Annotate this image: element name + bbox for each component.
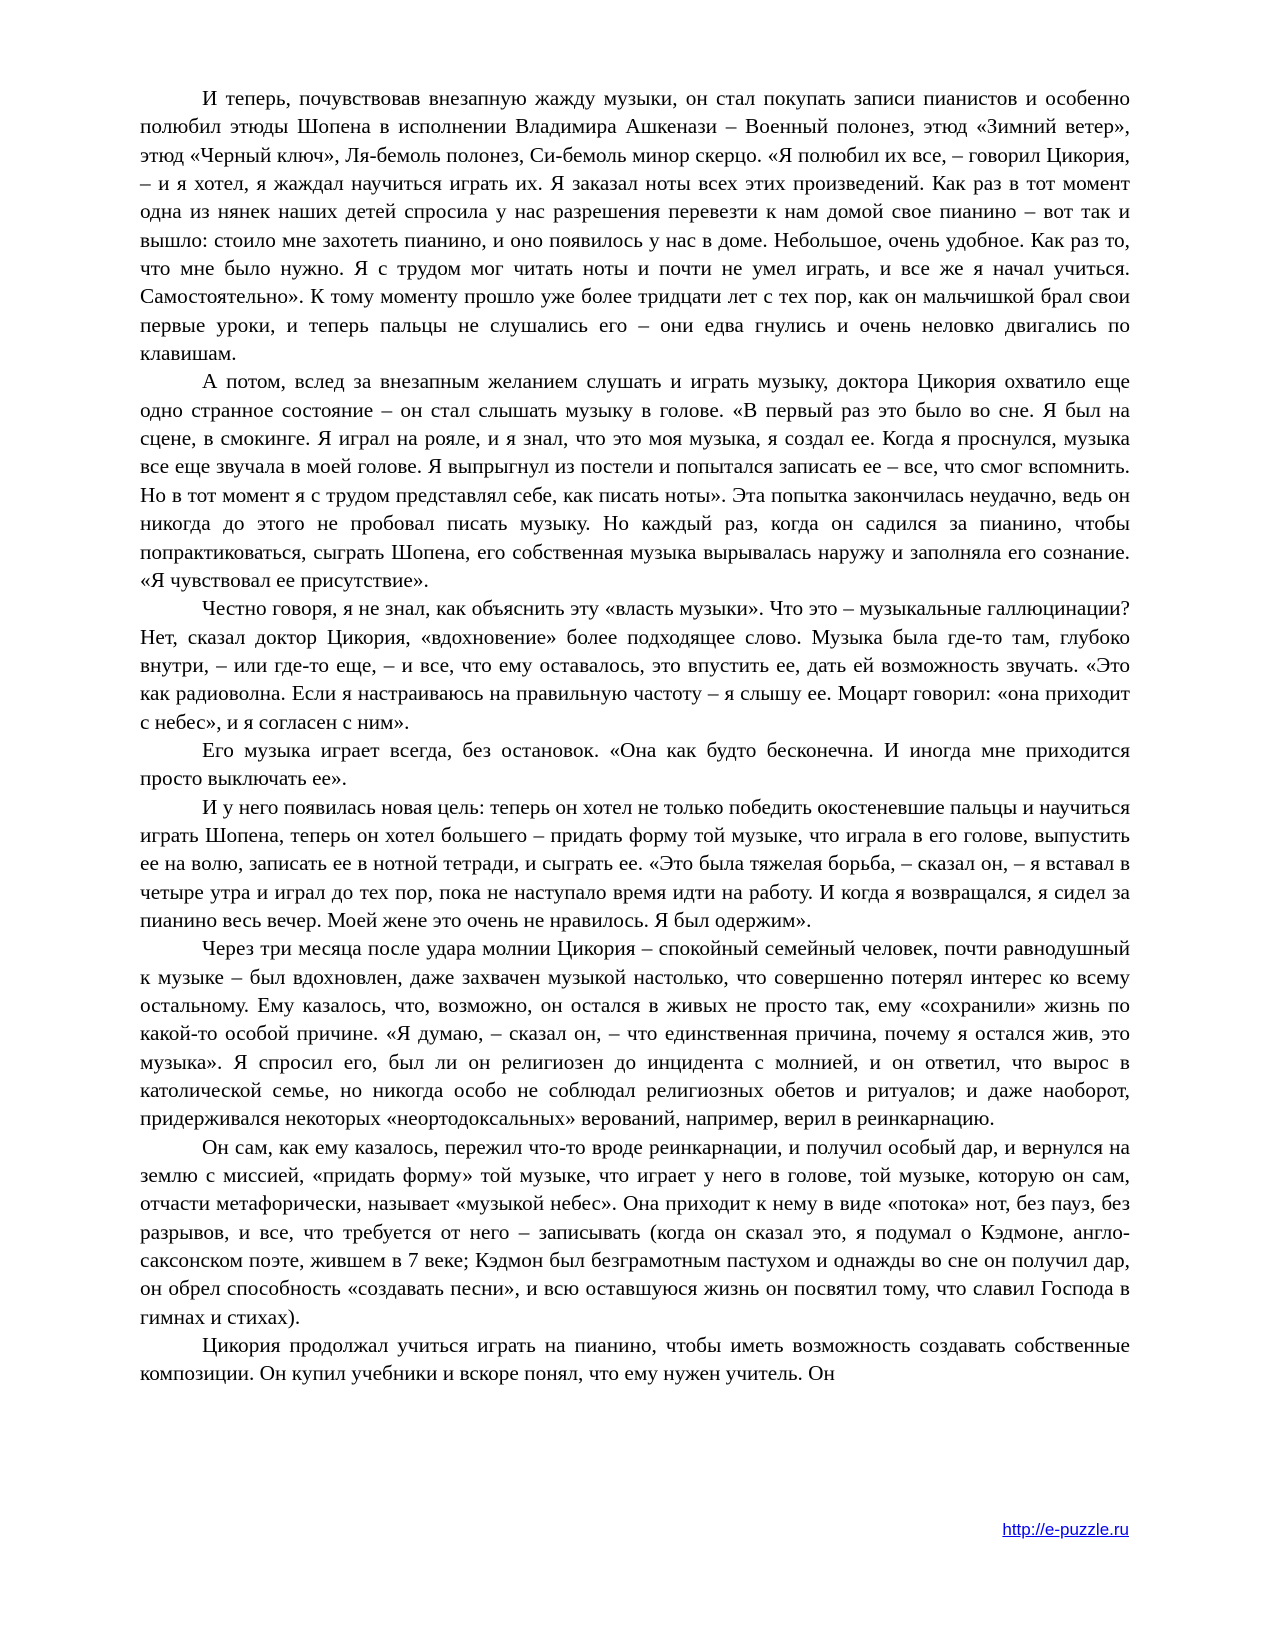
paragraph-3: Честно говоря, я не знал, как объяснить эту «власть музыки». Что это – музыкальные галлюцинации? Нет, сказал доктор Цикория, «вдохновение» более подходящее слово. Музыка была где-то там, глубоко внутри, – или где-то еще, – и все, что ему оставалось, это впустить ее, дать ей возможность звучать. «Это как радиоволна. Если я настраиваюсь на правильную частоту – я слышу ее. Моцарт говорил: «она приходит с небес», и я согласен с ним». — [140, 596, 1130, 734]
document-body — [140, 84, 1130, 1388]
paragraph-2: А потом, вслед за внезапным желанием слушать и играть музыку, доктора Цикория охватило еще одно странное состояние – он стал слышать музыку в голове. «В первый раз это было во сне. Я был на сцене, в смокинге. Я играл на рояле, и я знал, что это моя музыка, я создал ее. Когда я проснулся, музыка все еще звучала в моей голове. Я выпрыгнул из постели и попытался записать ее – все, что смог вспомнить. Но в тот момент я с трудом представлял себе, как писать ноты». Эта попытка закончилась неудачно, ведь он никогда до этого не пробовал писать музыку. Но каждый раз, когда он садился за пианино, чтобы попрактиковаться, сыграть Шопена, его собственная музыка вырывалась наружу и заполняла его сознание. «Я чувствовал ее присутствие». — [140, 369, 1130, 592]
paragraph-5: И у него появилась новая цель: теперь он хотел не только победить окостеневшие пальцы и научиться играть Шопена, теперь он хотел большего – придать форму той музыке, что играла в его голове, выпустить ее на волю, записать ее в нотной тетради, и сыграть ее. «Это была тяжелая борьба, – сказал он, – я вставал в четыре утра и играл до тех пор, пока не наступало время идти на работу. И когда я возвращался, я сидел за пианино весь вечер. Моей жене это очень не нравилось. Я был одержим». — [140, 794, 1130, 932]
paragraph-8: Цикория продолжал учиться играть на пианино, чтобы иметь возможность создавать собственные композиции. Он купил учебники и вскоре понял, что ему нужен учитель. Он — [140, 1333, 1130, 1386]
paragraph-7: Он сам, как ему казалось, пережил что-то вроде реинкарнации, и получил особый дар, и вернулся на землю с миссией, «придать форму» той музыке, что играет у него в голове, той музыке, которую он сам, отчасти метафорически, называет «музыкой небес». Она приходит к нему в виде «потока» нот, без пауз, без разрывов, и все, что требуется от него – записывать (когда он сказал это, я подумал о Кэдмоне, англо-саксонском поэте, жившем в 7 веке; Кэдмон был безграмотным пастухом и однажды во сне он получил дар, он обрел способность «создавать песни», и всю оставшуюся жизнь он посвятил тому, что славил Господа в гимнах и стихах). — [140, 1134, 1130, 1329]
footer-site-link[interactable]: http://e-puzzle.ru — [1002, 1520, 1129, 1539]
paragraph-6: Через три месяца после удара молнии Цикория – спокойный семейный человек, почти равнодушный к музыке – был вдохновлен, даже захвачен музыкой настолько, что совершенно потерял интерес ко всему остальному. Ему казалось, что, возможно, он остался в живых не просто так, ему «сохранили» жизнь по какой-то особой причине. «Я думаю, – сказал он, – что единственная причина, почему я остался жив, это музыка». Я спросил его, был ли он религиозен до инцидента с молнией, и он ответил, что вырос в католической семье, но никогда особо не соблюдал религиозных обетов и ритуалов; и даже наоборот, придерживался некоторых «неортодоксальных» верований, например, верил в реинкарнацию. — [140, 936, 1130, 1131]
paragraph-1: И теперь, почувствовав внезапную жажду музыки, он стал покупать записи пианистов и особенно полюбил этюды Шопена в исполнении Владимира Ашкенази – Военный полонез, этюд «Зимний ветер», этюд «Черный ключ», Ля-бемоль полонез, Си-бемоль минор скерцо. «Я полюбил их все, – говорил Цикория, – и я хотел, я жаждал научиться играть их. Я заказал ноты всех этих произведений. Как раз в тот момент одна из нянек наших детей спросила у нас разрешения перевезти к нам домой свое пианино – вот так и вышло: стоило мне захотеть пианино, и оно появилось у нас в доме. Небольшое, очень удобное. Как раз то, что мне было нужно. Я с трудом мог читать ноты и почти не умел играть, и все же я начал учиться. Самостоятельно». К тому моменту прошло уже более тридцати лет с тех пор, как он мальчишкой брал свои первые уроки, и теперь пальцы не слушались его – они едва гнулись и очень неловко двигались по клавишам. — [140, 86, 1130, 366]
paragraph-4: Его музыка играет всегда, без остановок. «Она как будто бесконечна. И иногда мне приходится просто выключать ее». — [140, 737, 1130, 791]
